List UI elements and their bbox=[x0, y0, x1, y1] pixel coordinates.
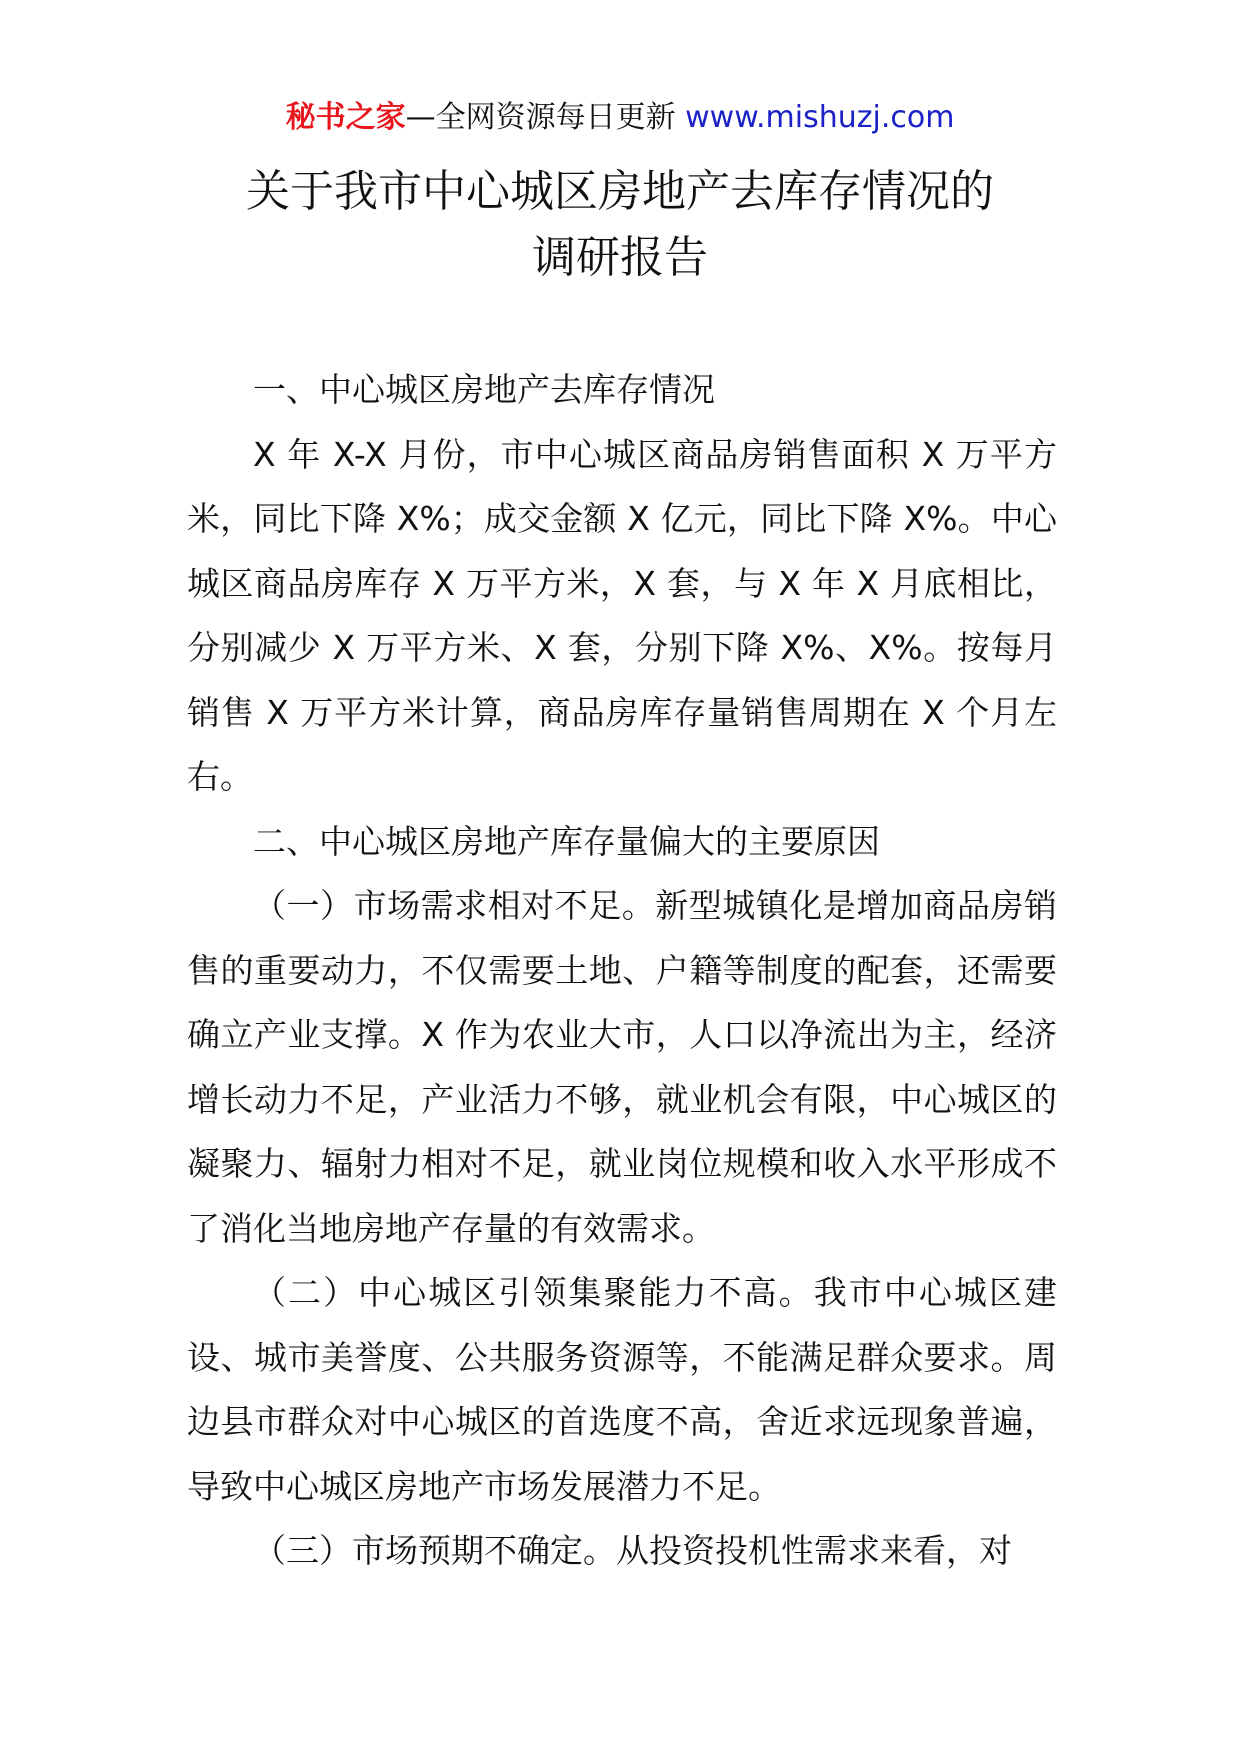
section-heading-2: 二、中心城区房地产库存量偏大的主要原因 bbox=[253, 821, 880, 861]
site-watermark-header bbox=[0, 98, 1240, 138]
site-url-link[interactable]: www.mishuzj.com bbox=[685, 100, 955, 135]
document-title-line-2: 调研报告 bbox=[532, 232, 708, 283]
paragraph-inventory-stats: X 年 X-X 月份，市中心城区商品房销售面积 X 万平方米，同比下降 X%；成交金额 X 亿元，同比下降 X%。中心城区商品房库存 X 万平方米，X 套，与 X 年 X 月底相比，分别减少 X 万平方米、X 套，分别下降 X%、X%。按每月销售 X 万平方米计算，商品房库存量销售周期在 X 个月左右。 bbox=[187, 434, 1057, 796]
document-title-line-1: 关于我市中心城区房地产去库存情况的 bbox=[246, 166, 994, 217]
slogan-text: —全网资源每日更新 bbox=[405, 100, 686, 135]
brand-name: 秘书之家 bbox=[285, 100, 406, 135]
section-heading-1: 一、中心城区房地产去库存情况 bbox=[253, 370, 715, 409]
paragraph-reason-1: （一）市场需求相对不足。新型城镇化是增加商品房销售的重要动力，不仅需要土地、户籍等制度的配套，还需要确立产业支撑。X 作为农业大市，人口以净流出为主，经济增长动力不足，产业活力不够，就业机会有限，中心城区的凝聚力、辐射力相对不足，就业岗位规模和收入水平形成不了消化当地房地产存量的有效需求。 bbox=[187, 886, 1057, 1248]
document-body bbox=[187, 358, 1057, 1584]
paragraph-reason-2: （二）中心城区引领集聚能力不高。我市中心城区建设、城市美誉度、公共服务资源等，不能满足群众要求。周边县市群众对中心城区的首选度不高，舍近求远现象普遍，导致中心城区房地产市场发展潜力不足。 bbox=[187, 1273, 1057, 1506]
paragraph-reason-3: （三）市场预期不确定。从投资投机性需求来看，对 bbox=[253, 1531, 1012, 1570]
